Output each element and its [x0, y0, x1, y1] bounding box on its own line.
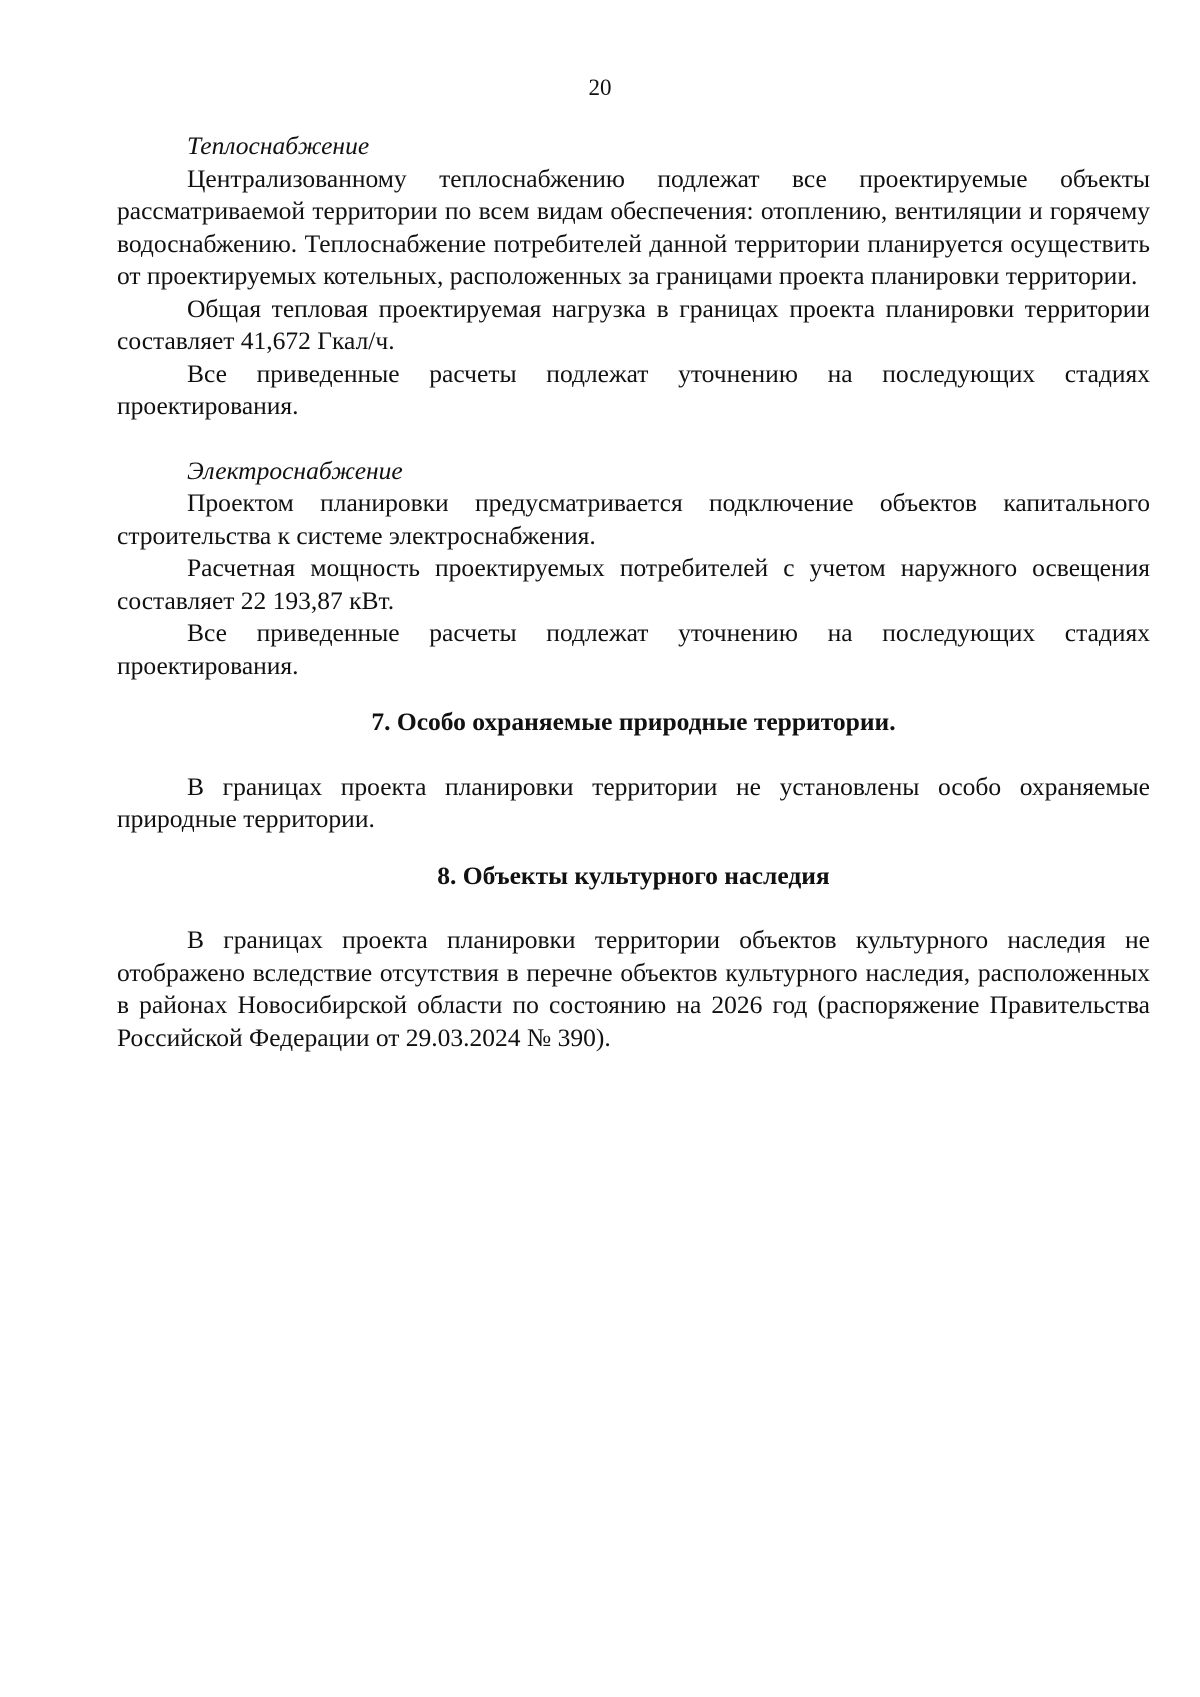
heat-supply-paragraph-1: Централизованному теплоснабжению подлежат все проектируемые объекты рассматриваемой территории по всем видам обеспечения: отоплению, вентиляции и горячему водоснабжению. Теплоснабжение потребителей данной территории планируется осуществить от проектируемых котельных, расположенных за границами проекта планировки территории. — [117, 163, 1150, 290]
power-supply-paragraph-2: Расчетная мощность проектируемых потребителей с учетом наружного освещения составляет 22 193,87 кВт. — [117, 553, 1150, 615]
page-number: 20 — [588, 75, 612, 100]
heat-supply-section — [117, 130, 1150, 423]
section-gap — [117, 423, 1150, 455]
power-supply-section — [117, 455, 1150, 683]
section-8-title: 8. Объекты культурного наследия — [437, 860, 830, 890]
section-7-title: 7. Особо охраняемые природные территории. — [371, 707, 896, 736]
section-7-paragraph: В границах проекта планировки территории не установлены особо охраняемые природные территории. — [117, 771, 1150, 833]
section-8-paragraph: В границах проекта планировки территории объектов культурного наследия не отображено вследствие отсутствия в перечне объектов культурного наследия, расположенных в районах Новосибирской области по состоянию на 2026 год (распоряжение Правительства Российской Федерации от 29.03.2024 № 390). — [117, 925, 1150, 1052]
heat-supply-paragraph-2: Общая тепловая проектируемая нагрузка в границах проекта планировки территории составляет 41,672 Гкал/ч. — [117, 293, 1150, 355]
power-supply-heading: Электроснабжение — [187, 455, 403, 485]
heat-supply-paragraph-3: Все приведенные расчеты подлежат уточнению на последующих стадиях проектирования. — [117, 358, 1150, 420]
section-8 — [117, 836, 1150, 1055]
section-7 — [117, 682, 1150, 836]
heat-supply-heading: Теплоснабжение — [187, 131, 370, 160]
power-supply-paragraph-1: Проектом планировки предусматривается подключение объектов капитального строительства к системе электроснабжения. — [117, 488, 1150, 550]
power-supply-paragraph-3: Все приведенные расчеты подлежат уточнению на последующих стадиях проектирования. — [117, 618, 1150, 680]
page-content — [117, 130, 1150, 1054]
